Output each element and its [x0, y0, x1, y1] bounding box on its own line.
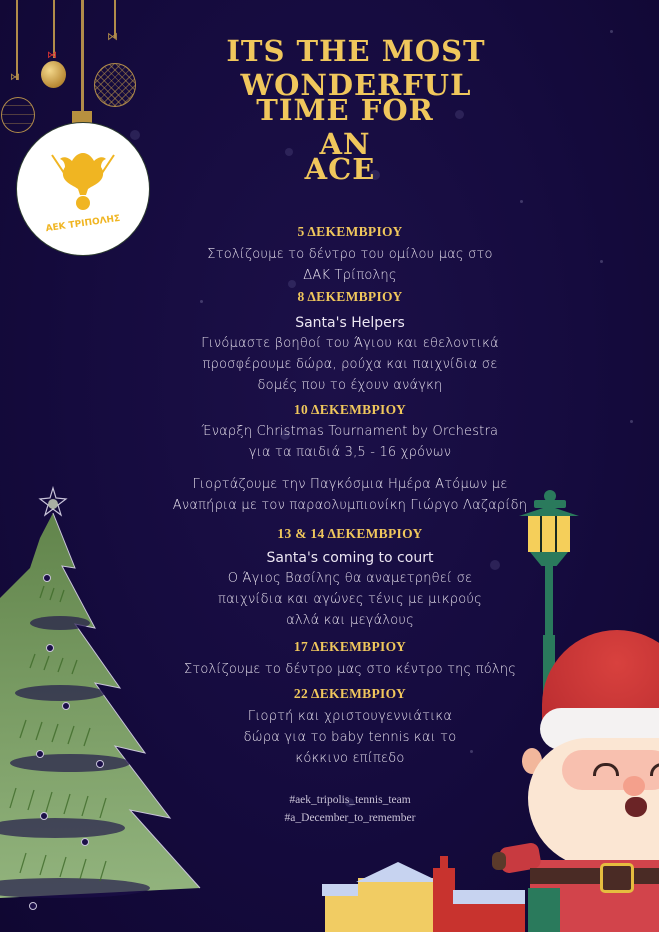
- village-houses-illustration: [320, 848, 560, 932]
- snow-dot: [130, 130, 140, 140]
- string: [81, 0, 84, 115]
- event-line: δομές που το έχουν ανάγκη: [257, 378, 443, 393]
- santa-mouth: [625, 797, 647, 817]
- ornament-ball-icon: [1, 97, 35, 133]
- title-line-3: ACE: [304, 152, 376, 186]
- snow-dot: [630, 420, 633, 423]
- house-large-yellow: [358, 878, 438, 932]
- event-line: Γινόμαστε βοηθοί του Άγιου και εθελοντικά: [201, 336, 499, 351]
- event-dec-5: [110, 224, 590, 286]
- event-line: Γιορτή και χριστουγεννιάτικα: [247, 709, 453, 724]
- event-line: Αναπήρια με τον παραολυμπιονίκη Γιώργο Λαζαρίδη: [172, 498, 528, 513]
- santa-belt-buckle: [600, 863, 634, 893]
- event-line: κόκκινο επίπεδο: [295, 751, 405, 766]
- snow-dot: [600, 260, 603, 263]
- lattice-ornament-icon: [94, 63, 136, 107]
- event-subtitle: Santa's Helpers: [295, 315, 405, 331]
- event-line: Ο Άγιος Βασίλης θα αναμετρηθεί σε: [227, 571, 473, 586]
- title-line-2: TIME FOR AN: [256, 93, 434, 161]
- house-red: [455, 903, 525, 932]
- red-bow-icon: ⋈: [47, 50, 57, 61]
- event-date: 5 ΔΕΚΕΜΒΡΙΟΥ: [297, 224, 403, 239]
- event-line: Στολίζουμε το δέντρο του ομίλου μας στο: [207, 247, 493, 262]
- title-line-1: ITS THE MOST WONDERFUL: [226, 34, 486, 102]
- event-dec-8: [110, 289, 590, 396]
- bow-icon: ⋈: [10, 72, 20, 83]
- event-date: 10 ΔΕΚΕΜΒΡΙΟΥ: [293, 402, 407, 417]
- logo-text: ΑΕΚ ΤΡΙΠΟΛΗΣ: [45, 213, 121, 235]
- event-subtitle: Santa's coming to court: [266, 550, 434, 566]
- house-green: [528, 888, 560, 932]
- double-headed-eagle-icon: [48, 143, 118, 213]
- event-line: Έναρξη Christmas Tournament by Orchestra: [201, 424, 499, 439]
- hashtag: #a_December_to_remember: [284, 812, 416, 824]
- house-small-yellow: [325, 890, 360, 932]
- house-red-tower: [433, 868, 455, 932]
- event-date: 22 ΔΕΚΕΜΒΡΙΟΥ: [293, 686, 407, 701]
- gold-ornament-icon: [41, 61, 66, 88]
- event-date: 17 ΔΕΚΕΜΒΡΙΟΥ: [293, 639, 407, 654]
- snow-dot: [455, 110, 464, 119]
- hashtag: #aek_tripolis_tennis_team: [289, 794, 411, 806]
- event-line: ΔΑΚ Τρίπολης: [303, 268, 397, 283]
- christmas-tree-icon: [0, 478, 230, 932]
- event-line: Στολίζουμε το δέντρο μας στο κέντρο της πόλης: [183, 662, 517, 677]
- event-line: προσφέρουμε δώρα, ρούχα και παιχνίδια σε: [202, 357, 498, 372]
- event-line: δώρα για το baby tennis και το: [243, 730, 457, 745]
- event-date: 13 & 14 ΔΕΚΕΜΒΡΙΟΥ: [277, 526, 423, 541]
- string: [16, 0, 18, 80]
- bow-icon: ⋈: [107, 30, 118, 43]
- event-line: παιχνίδια και αγώνες τένις με μικρούς: [218, 592, 482, 607]
- event-line: για τα παιδιά 3,5 - 16 χρόνων: [248, 445, 452, 460]
- santa-nose: [623, 776, 645, 796]
- snow-dot: [610, 30, 613, 33]
- snow-dot: [520, 200, 523, 203]
- event-line: αλλά και μεγάλους: [286, 613, 414, 628]
- event-date: 8 ΔΕΚΕΜΒΡΙΟΥ: [297, 289, 403, 304]
- event-line: Γιορτάζουμε την Παγκόσμια Ημέρα Ατόμων με: [192, 477, 508, 492]
